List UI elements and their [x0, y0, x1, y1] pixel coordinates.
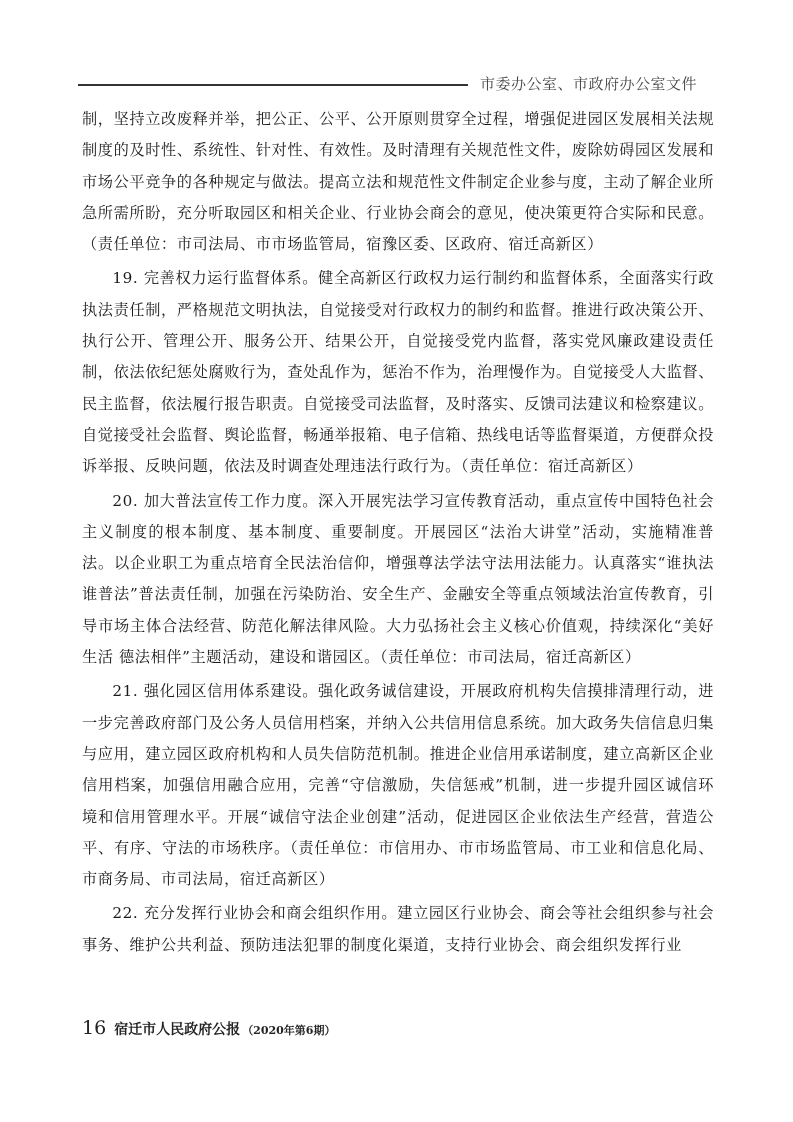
- paragraph-continuation: 制，坚持立改废释并举，把公正、公平、公开原则贯穿全过程，增强促进园区发展相关法规制度的及时性、系统性、针对性、有效性。及时清理有关规范性文件，废除妨碍园区发展和市场公平竞争的各种规定与做法。提高立法和规范性文件制定企业参与度，主动了解企业所急所需所盼，充分听取园区和相关企业、行业协会商会的意见，使决策更符合实际和民意。（责任单位：市司法局、市市场监管局，宿豫区委、区政府、宿迁高新区）: [82, 110, 714, 254]
- page-number: 16: [82, 1017, 107, 1039]
- journal-title: 宿迁市人民政府公报: [114, 1022, 241, 1038]
- paragraph-item-22: 22. 充分发挥行业协会和商会组织作用。建立园区行业协会、商会等社会组织参与社会事务、维护公共利益、预防违法犯罪的制度化渠道，支持行业协会、商会组织发挥行业: [82, 904, 714, 954]
- paragraph-item-21: 21. 强化园区信用体系建设。强化政务诚信建设，开展政府机构失信摸排清理行动，进一步完善政府部门及公务人员信用档案，并纳入公共信用信息系统。加大政务失信信息归集与应用，建立园区政府机构和人员失信防范机制。推进企业信用承诺制度，建立高新区企业信用档案，加强信用融合应用，完善“守信激励，失信惩戒”机制，进一步提升园区诚信环境和信用管理水平。开展“诚信守法企业创建”活动，促进园区企业依法生产经营，营造公平、有序、守法的市场秩序。（责任单位：市信用办、市市场监管局、市工业和信息化局、市商务局、市司法局，宿迁高新区）: [82, 682, 714, 889]
- header-rule: [78, 84, 468, 86]
- journal-issue: （2020年第6期）: [242, 1024, 336, 1037]
- page-footer: [82, 1017, 335, 1047]
- running-header: 市委办公室、市政府办公室文件: [480, 75, 698, 93]
- paragraph-item-19: 19. 完善权力运行监督体系。健全高新区行政权力运行制约和监督体系，全面落实行政执法责任制，严格规范文明执法，自觉接受对行政权力的制约和监督。推进行政决策公开、执行公开、管理公开、服务公开、结果公开，自觉接受党内监督，落实党风廉政建设责任制，依法依纪惩处腐败行为，查处乱作为，惩治不作为，治理慢作为。自觉接受人大监督、民主监督，依法履行报告职责。自觉接受司法监督，及时落实、反馈司法建议和检察建议。自觉接受社会监督、舆论监督，畅通举报箱、电子信箱、热线电话等监督渠道，方便群众投诉举报、反映问题，依法及时调查处理违法行政行为。（责任单位：宿迁高新区）: [82, 269, 714, 476]
- paragraph-item-20: 20. 加大普法宣传工作力度。深入开展宪法学习宣传教育活动，重点宣传中国特色社会主义制度的根本制度、基本制度、重要制度。开展园区“法治大讲堂”活动，实施精准普法。以企业职工为重点培育全民法治信仰，增强尊法学法守法用法能力。认真落实“谁执法谁普法”普法责任制，加强在污染防治、安全生产、金融安全等重点领域法治宣传教育，引导市场主体合法经营、防范化解法律风险。大力弘扬社会主义核心价值观，持续深化“美好生活 德法相伴”主题活动，建设和谐园区。（责任单位：市司法局，宿迁高新区）: [82, 491, 714, 667]
- document-body: [82, 104, 714, 961]
